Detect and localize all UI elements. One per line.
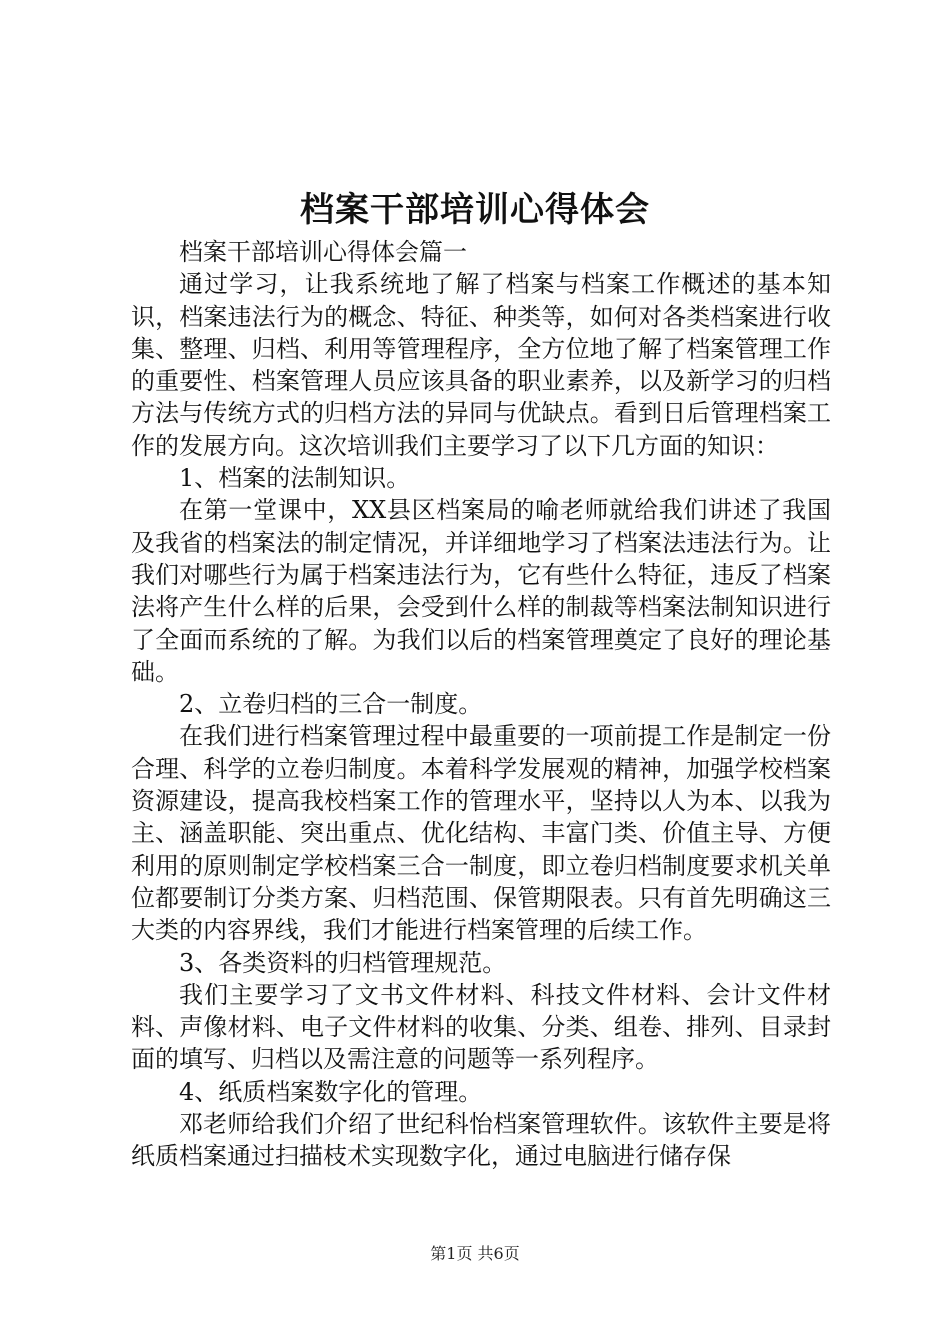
section-heading: 1、档案的法制知识。: [179, 464, 411, 493]
section-heading: 档案干部培训心得体会篇一: [179, 238, 467, 266]
page-number-footer: 第1页 共6页: [430, 1244, 520, 1263]
section-heading: 4、纸质档案数字化的管理。: [179, 1077, 483, 1106]
document-title: 档案干部培训心得体会: [300, 190, 650, 230]
section-heading: 2、立卷归档的三合一制度。: [179, 690, 483, 719]
paragraph: 邓老师给我们介绍了世纪科怡档案管理软件。该软件主要是将纸质档案通过扫描枝术实现数字化，通过电脑进行储存保: [131, 1110, 831, 1171]
paragraph: 在我们进行档案管理过程中最重要的一项前提工作是制定一份合理、科学的立卷归制度。本着科学发展观的精神，加强学校档案资源建设，提高我校档案工作的管理水平，坚持以人为本、以我为主、涵盖职能、突出重点、优化结构、丰富门类、价值主导、方便利用的原则制定学校档案三合一制度，即立卷归档制度要求机关单位都要制订分类方案、归档范围、保管期限表。只有首先明确这三大类的内容界线，我们才能进行档案管理的后续工作。: [131, 722, 831, 945]
section-heading: 3、各类资料的归档管理规范。: [179, 948, 507, 977]
paragraph: 通过学习，让我系统地了解了档案与档案工作概述的基本知识，档案违法行为的概念、特征、种类等，如何对各类档案进行收集、整理、归档、利用等管理程序，全方位地了解了档案管理工作的重要性、档案管理人员应该具备的职业素养，以及新学习的归档方法与传统方式的归档方法的异同与优缺点。看到日后管理档案工作的发展方向。这次培训我们主要学习了以下几方面的知识：: [131, 270, 831, 460]
paragraph: 在第一堂课中，XX县区档案局的喻老师就给我们讲述了我国及我省的档案法的制定情况，并详细地学习了档案法违法行为。让我们对哪些行为属于档案违法行为，它有些什么特征，违反了档案法将产生什么样的后果，会受到什么样的制裁等档案法制知识进行了全面而系统的了解。为我们以后的档案管理奠定了良好的理论基础。: [131, 496, 831, 686]
document-body: [131, 236, 831, 1173]
paragraph: 我们主要学习了文书文件材料、科技文件材料、会计文件材料、声像材料、电子文件材料的收集、分类、组卷、排列、目录封面的填写、归档以及需注意的问题等一系列程序。: [131, 980, 831, 1074]
